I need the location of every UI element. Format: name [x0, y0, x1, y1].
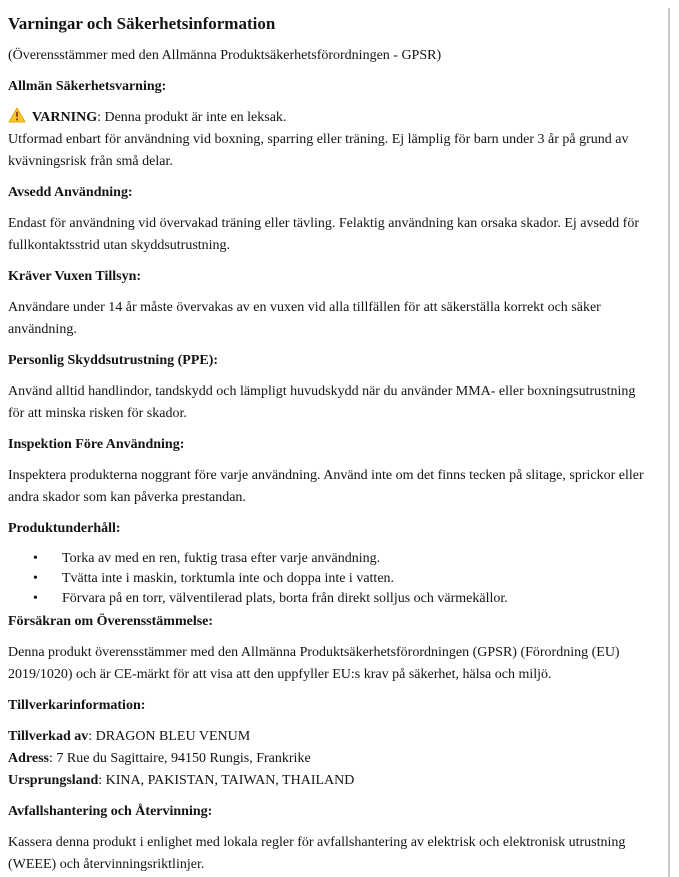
maintenance-item-text: Torka av med en ren, fuktig trasa efter varje användning.: [62, 551, 381, 566]
ppe-body: Använd alltid handlindor, tandskydd och lämpligt huvudskydd när du använder MMA- eller boxningsutrustning för att minska risken för skador.: [8, 384, 636, 421]
compliance-note: (Överensstämmer med den Allmänna Produktsäkerhetsförordningen - GPSR): [8, 48, 442, 63]
section-heading-maintenance: Produktunderhåll:: [8, 521, 121, 536]
section-heading-adult-supervision: Kräver Vuxen Tillsyn:: [8, 269, 142, 284]
list-item: [33, 549, 655, 569]
intended-use-body: Endast för användning vid övervakad träning eller tävling. Felaktig användning kan orsaka skador. Ej avsedd för fullkontaktsstrid utan skyddsutrustning.: [8, 216, 639, 253]
section-heading-inspection: Inspektion Före Användning:: [8, 437, 185, 452]
made-by-value: : DRAGON BLEU VENUM: [88, 729, 251, 744]
origin-label: Ursprungsland: [8, 773, 99, 788]
page-edge-divider: [668, 8, 670, 877]
section-heading-conformity: Försäkran om Överensstämmelse:: [8, 614, 214, 629]
warning-body: Utformad enbart för användning vid boxning, sparring eller träning. Ej lämplig för barn under 3 år på grund av kvävningsrisk från små delar.: [8, 132, 629, 169]
section-heading-intended-use: Avsedd Användning:: [8, 185, 133, 200]
list-item: [33, 569, 655, 589]
origin-value: : KINA, PAKISTAN, TAIWAN, THAILAND: [98, 773, 355, 788]
warning-statement: [8, 107, 655, 129]
section-heading-ppe: Personlig Skyddsutrustning (PPE):: [8, 353, 219, 368]
warning-label: VARNING: [32, 110, 98, 125]
manufacturer-address-line: [8, 748, 655, 770]
section-heading-general-warning: Allmän Säkerhetsvarning:: [8, 79, 167, 94]
disposal-body: Kassera denna produkt i enlighet med lokala regler för avfallshantering av elektrisk och elektronisk utrustning (WEEE) och återvinningsriktlinjer.: [8, 835, 626, 872]
maintenance-list: [8, 549, 655, 609]
maintenance-item-text: Förvara på en torr, välventilerad plats, borta från direkt solljus och värmekällor.: [62, 591, 508, 606]
manufacturer-origin-line: [8, 770, 655, 792]
manufacturer-info: [8, 726, 655, 792]
warning-triangle-icon: [8, 107, 26, 123]
adult-supervision-body: Användare under 14 år måste övervakas av en vuxen vid alla tillfällen för att säkerställa korrekt och säker användning.: [8, 300, 601, 337]
section-heading-manufacturer: Tillverkarinformation:: [8, 698, 146, 713]
inspection-body: Inspektera produkterna noggrant före varje användning. Använd inte om det finns tecken på slitage, sprickor eller andra skador som kan påverka prestandan.: [8, 468, 644, 505]
section-heading-disposal: Avfallshantering och Återvinning:: [8, 804, 213, 819]
made-by-label: Tillverkad av: [8, 729, 89, 744]
conformity-body: Denna produkt överensstämmer med den Allmänna Produktsäkerhetsförordningen (GPSR) (Förordning (EU) 2019/1020) och är CE-märkt för att visa att den uppfyller EU:s krav på säkerhet, hälsa och miljö.: [8, 645, 620, 682]
manufacturer-made-by-line: [8, 726, 655, 748]
warning-text: : Denna produkt är inte en leksak.: [97, 110, 287, 125]
maintenance-item-text: Tvätta inte i maskin, torktumla inte och doppa inte i vatten.: [62, 571, 395, 586]
page-title: Varningar och Säkerhetsinformation: [8, 14, 276, 33]
address-value: : 7 Rue du Sagittaire, 94150 Rungis, Frankrike: [48, 751, 311, 766]
list-item: [33, 589, 655, 609]
address-label: Adress: [8, 751, 49, 766]
